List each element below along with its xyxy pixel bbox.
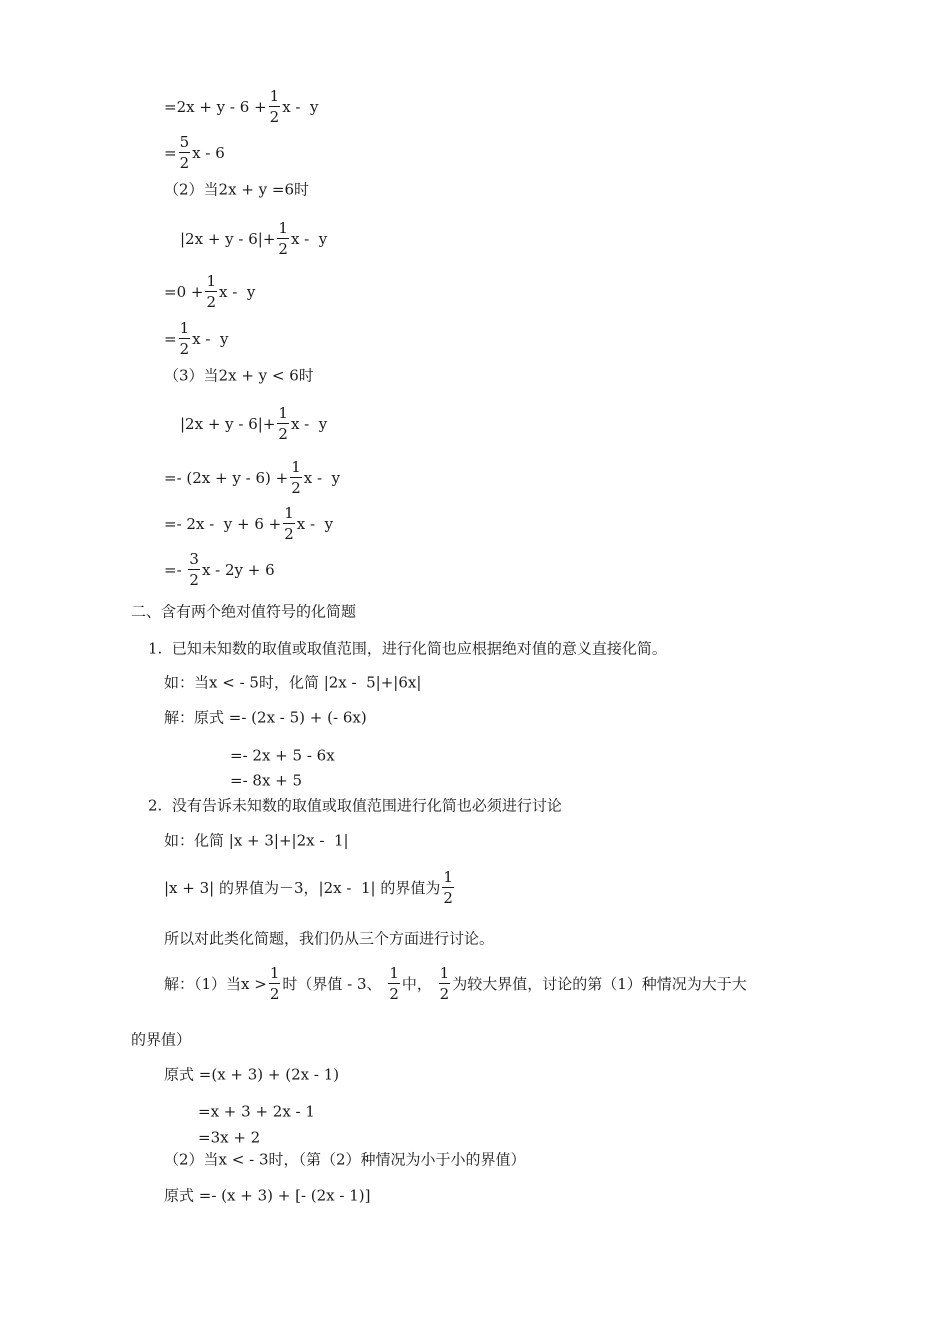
fraction-numerator: 1 (284, 504, 294, 522)
line-text: =- (164, 560, 187, 579)
fraction-denominator: 2 (269, 985, 280, 1003)
math-line (198, 1102, 315, 1121)
fraction-numerator: 1 (269, 87, 280, 105)
math-line (164, 673, 422, 692)
fraction (439, 966, 451, 1002)
math-line (164, 929, 495, 948)
line-text: 解：（1）当x > (164, 974, 267, 993)
fraction (269, 966, 281, 1002)
line-text: =- (2x + y - 6) + (164, 468, 289, 487)
math-line (164, 1150, 526, 1169)
fraction (188, 552, 200, 588)
fraction-numerator: 1 (269, 964, 280, 982)
fraction-denominator: 2 (278, 425, 288, 443)
math-line (164, 708, 367, 727)
fraction-denominator: 2 (284, 525, 294, 543)
math-line (164, 460, 340, 496)
math-line (164, 831, 349, 850)
line-text: |x + 3| 的界值为－3，|2x - 1| 的界值为 (164, 878, 441, 897)
math-line (164, 180, 310, 199)
line-text: （2）当2x + y =6时 (164, 180, 310, 199)
fraction-denominator: 2 (179, 154, 190, 172)
line-text: 时（界值 - 3、 (282, 974, 387, 993)
math-line (180, 406, 327, 442)
line-text: x - y (290, 414, 328, 433)
fraction-denominator: 2 (443, 889, 453, 907)
line-text: =- 2x - y + 6 + (164, 514, 282, 533)
fraction-numerator: 1 (278, 404, 288, 422)
math-line (164, 135, 225, 171)
line-text: |2x + y - 6|+ (180, 229, 276, 248)
math-line (164, 274, 255, 310)
fraction-numerator: 1 (206, 272, 216, 290)
fraction-denominator: 2 (278, 240, 288, 258)
line-text: = (164, 329, 177, 348)
fraction-denominator: 2 (206, 293, 216, 311)
math-line (230, 746, 335, 765)
fraction-denominator: 2 (189, 571, 199, 589)
fraction (179, 135, 191, 171)
line-text: x - y (282, 97, 319, 116)
line-text: =3x + 2 (198, 1128, 261, 1147)
math-line (164, 506, 333, 542)
line-text: （3）当2x + y < 6时 (164, 366, 314, 385)
math-line (198, 1128, 261, 1147)
line-text: =- 2x + 5 - 6x (230, 746, 335, 765)
math-line (164, 870, 456, 906)
fraction-numerator: 5 (179, 133, 190, 151)
line-text: 2. 没有告诉未知数的取值或取值范围进行化简也必须进行讨论 (148, 796, 562, 815)
fraction (277, 406, 289, 442)
fraction (179, 321, 191, 357)
line-text: 如：化简 |x + 3|+|2x - 1| (164, 831, 349, 850)
math-line (164, 89, 319, 125)
fraction-denominator: 2 (291, 479, 301, 497)
fraction-numerator: 1 (443, 868, 453, 886)
line-text: x - y (192, 329, 229, 348)
line-text: =2x + y - 6 + (164, 97, 267, 116)
line-text: 解：原式 =- (2x - 5) + (- 6x) (164, 708, 367, 727)
line-text: 如：当x < - 5时，化简 |2x - 5|+|6x| (164, 673, 422, 692)
fraction (388, 966, 400, 1002)
fraction-numerator: 1 (439, 964, 450, 982)
line-text: =0 + (164, 282, 204, 301)
line-text: 二、含有两个绝对值符号的化简题 (131, 602, 357, 621)
line-text: x - y (290, 229, 328, 248)
math-line (131, 602, 357, 621)
fraction (269, 89, 281, 125)
fraction-denominator: 2 (269, 108, 280, 126)
math-line (148, 639, 667, 658)
line-text: 所以对此类化简题，我们仍从三个方面进行讨论。 (164, 929, 495, 948)
math-line (164, 1186, 371, 1205)
line-text: 为较大界值，讨论的第（1）种情况为大于大 (452, 974, 747, 993)
fraction-numerator: 1 (278, 219, 288, 237)
line-text: 原式 =- (x + 3) + [- (2x - 1)] (164, 1186, 371, 1205)
math-line (164, 321, 228, 357)
fraction-denominator: 2 (439, 985, 450, 1003)
line-text: x - 6 (192, 143, 225, 162)
fraction (283, 506, 295, 542)
math-line (164, 1065, 340, 1084)
fraction (205, 274, 217, 310)
fraction-numerator: 1 (389, 964, 399, 982)
line-text: x - y (219, 282, 256, 301)
fraction-numerator: 1 (291, 458, 301, 476)
math-line (164, 552, 275, 588)
math-line (164, 966, 747, 1002)
math-line (148, 796, 562, 815)
line-text: （2）当x < - 3时，（第（2）种情况为小于小的界值） (164, 1150, 526, 1169)
line-text: 的界值） (131, 1030, 192, 1049)
math-line (131, 1030, 192, 1049)
line-text: =x + 3 + 2x - 1 (198, 1102, 315, 1121)
line-text: x - y (303, 468, 341, 487)
line-text: =- 8x + 5 (230, 771, 303, 790)
math-line (230, 771, 303, 790)
line-text: 原式 =(x + 3) + (2x - 1) (164, 1065, 340, 1084)
line-text: 中， (401, 974, 437, 993)
line-text: 1. 已知未知数的取值或取值范围，进行化简也应根据绝对值的意义直接化简。 (148, 639, 667, 658)
fraction (290, 460, 302, 496)
fraction (277, 221, 289, 257)
math-line (180, 221, 327, 257)
fraction-denominator: 2 (389, 985, 399, 1003)
fraction-numerator: 3 (189, 550, 199, 568)
fraction-denominator: 2 (179, 340, 190, 358)
fraction (442, 870, 454, 906)
fraction-numerator: 1 (179, 319, 190, 337)
math-line (164, 366, 314, 385)
line-text: x - y (296, 514, 334, 533)
line-text: x - 2y + 6 (201, 560, 275, 579)
line-text: |2x + y - 6|+ (180, 414, 276, 433)
line-text: = (164, 143, 177, 162)
